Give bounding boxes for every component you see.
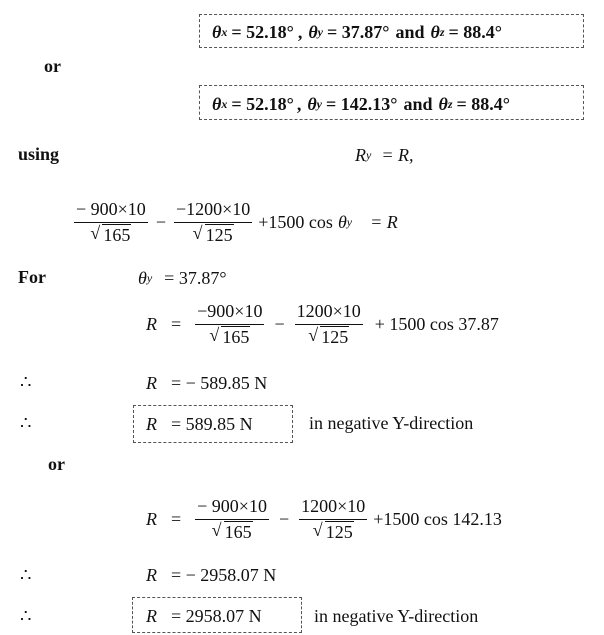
case2-equation: R = − 900×10 √ 165 − 1200×10 √ 125 +1500 cos 142.13 — [146, 495, 502, 542]
case1-result: R = − 589.85 N — [146, 372, 268, 393]
case1-equation: R = −900×10 √ 165 − 1200×10 √ 125 + 1500 cos 37.87 — [146, 300, 499, 347]
theta-y-symbol: θ — [307, 93, 317, 114]
general-rhs: = R — [370, 211, 398, 232]
theta-z-value: = 88.4° — [456, 93, 510, 114]
case1-direction: in negative Y-direction — [309, 413, 474, 433]
theta-symbol: θ — [337, 211, 347, 232]
case1-boxed-text: R = 589.85 N — [146, 413, 253, 434]
theta-y-value: = 37.87° — [326, 21, 390, 42]
general-equation: − 900×10 √ 165 − −1200×10 √ 125 +1500 cos θ y = R — [76, 198, 398, 245]
or-label-2: or — [48, 454, 65, 474]
case1-term1: −900×10 √ 165 — [197, 300, 263, 347]
theta-z-symbol: θ — [438, 93, 448, 114]
theta-z-symbol: θ — [430, 21, 440, 42]
theta-x-value: = 52.18° — [231, 21, 294, 42]
or-label-1: or — [44, 56, 61, 76]
case2-term2: 1200×10 √ 125 — [301, 495, 366, 542]
case2-cos-term: +1500 cos 142.13 — [373, 508, 502, 529]
minus-sign: − — [155, 211, 166, 232]
theta-x-symbol: θ — [212, 21, 222, 42]
theta-y-value: = 142.13° — [325, 93, 398, 114]
theta-z-value: = 88.4° — [448, 21, 502, 42]
therefore-symbol: ∴ — [20, 565, 32, 585]
case2-boxed-text: R = 2958.07 N — [146, 605, 262, 626]
case1-theta: θ y = 37.87° — [138, 267, 227, 288]
therefore-symbol: ∴ — [20, 372, 32, 392]
therefore-symbol: ∴ — [20, 606, 32, 626]
theta-x-value: = 52.18° — [231, 93, 294, 114]
R-symbol: R — [146, 313, 157, 334]
theta-x-symbol: θ — [212, 93, 222, 114]
term1-fraction: − 900×10 √ 165 — [76, 198, 146, 245]
theta-y-symbol: θ — [308, 21, 318, 42]
using-rhs: = R, — [381, 144, 414, 165]
case2-term1: − 900×10 √ 165 — [197, 495, 267, 542]
theta-set-1: θ x = 52.18° , θ y = 37.87° and θ z = 88.4° — [212, 21, 502, 42]
Ry-symbol: R — [355, 144, 366, 165]
R-symbol: R — [146, 508, 157, 529]
therefore-symbol: ∴ — [20, 413, 32, 433]
using-equation: R y = R, — [355, 144, 414, 165]
cos-term: +1500 cos — [258, 211, 333, 232]
for-label: For — [18, 267, 46, 287]
using-label: using — [18, 144, 60, 164]
and-text: and — [395, 21, 425, 42]
theta-set-2: θ x = 52.18° , θ y = 142.13° and θ z = 88.4° — [212, 93, 510, 114]
case1-term2: 1200×10 √ 125 — [296, 300, 361, 347]
case2-result: R = − 2958.07 N — [146, 564, 277, 585]
case1-cos-term: + 1500 cos 37.87 — [374, 313, 499, 334]
theta-y-symbol: θ — [138, 267, 147, 288]
term2-fraction: −1200×10 √ 125 — [175, 198, 251, 245]
and-text: and — [403, 93, 433, 114]
theta-y-value: = 37.87° — [164, 267, 227, 288]
case2-direction: in negative Y-direction — [314, 606, 479, 626]
